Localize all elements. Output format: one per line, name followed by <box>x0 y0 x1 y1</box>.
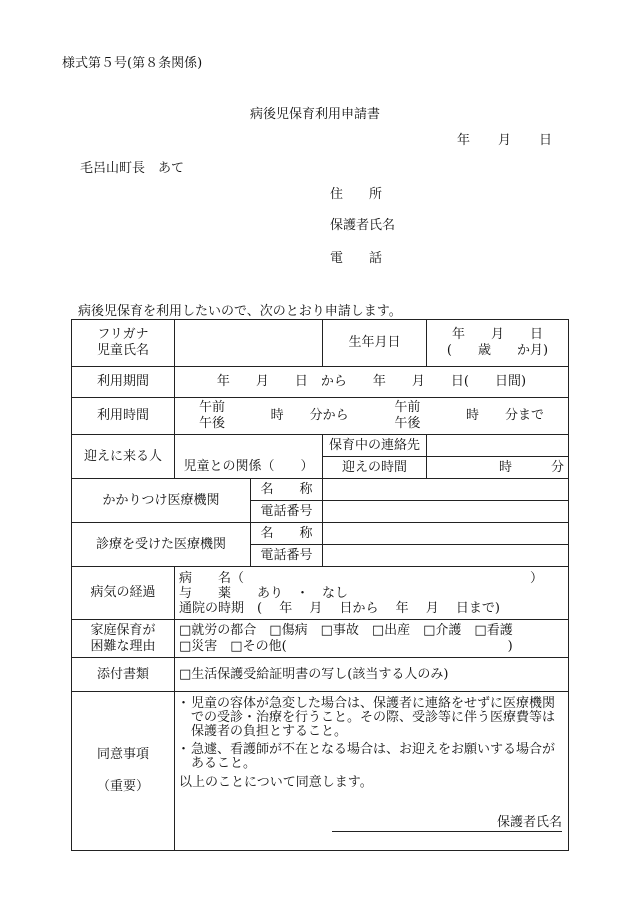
attach-value[interactable]: □生活保護受給証明書の写し(該当する人のみ) <box>175 658 569 692</box>
consent-item-1: ・ 児童の容体が急変した場合は、保護者に連絡をせずに医療機関での受診・治療を行うこと。その際、受診等に伴う医療費等は保護者の負担とすること。 <box>179 697 564 739</box>
consent-sub-label: （重要） <box>96 779 149 794</box>
application-table <box>71 319 569 851</box>
time-row <box>72 398 569 435</box>
pickup-row-1 <box>72 435 569 457</box>
contact-label: 保育中の連絡先 <box>323 435 427 457</box>
birthdate-value: 年 月 日 <box>451 327 543 342</box>
clinic-phone-field[interactable] <box>323 501 569 523</box>
age-value: ( 歳 か月) <box>446 343 549 358</box>
consent-row <box>72 692 569 851</box>
consent-list <box>179 697 564 771</box>
treated-clinic-label: 診療を受けた医療機関 <box>72 523 251 567</box>
treated-phone-label: 電話番号 <box>251 545 323 567</box>
period-value[interactable]: 年 月 日 から 年 月 日( 日間) <box>175 367 569 398</box>
clinic-phone-label: 電話番号 <box>251 501 323 523</box>
clinic-name-label: 名 称 <box>251 479 323 501</box>
pickup-label: 迎えに来る人 <box>72 435 175 479</box>
pm-label-2: 午後 <box>394 416 421 431</box>
period-label: 利用期間 <box>72 367 175 398</box>
date-day: 日 <box>539 133 553 148</box>
reason-options-2: □災害 □その他( ) <box>179 638 513 654</box>
reason-label-line-1: 家庭保育が <box>90 622 156 638</box>
application-date <box>457 129 552 148</box>
birthdate-label: 生年月日 <box>323 320 427 367</box>
applicant-phone-label: 電 話 <box>330 251 383 266</box>
reason-row <box>72 620 569 658</box>
addressee: 毛呂山町長 あて <box>80 161 185 176</box>
intro-text: 病後児保育を利用したいので、次のとおり申請します。 <box>78 304 402 319</box>
consent-field <box>175 692 569 851</box>
consent-agree: 以上のことについて同意します。 <box>179 775 373 790</box>
to-time: 時 分まで <box>465 408 544 423</box>
illness-row <box>72 567 569 620</box>
time-field[interactable] <box>175 398 569 435</box>
clinic-name-field[interactable] <box>323 479 569 501</box>
guardian-signature-field[interactable] <box>332 815 562 832</box>
document-title: 病後児保育利用申請書 <box>249 107 380 122</box>
pickup-time-value[interactable]: 時 分 <box>427 457 569 479</box>
form-number: 様式第５号(第８条関係) <box>62 56 203 71</box>
relation-label[interactable]: 児童との関係（ ） <box>175 435 323 479</box>
furigana-label: フリガナ <box>97 327 149 342</box>
applicant-name-label: 保護者氏名 <box>330 218 396 233</box>
birthdate-field[interactable] <box>427 320 569 367</box>
disease-line: 病 名（ ） <box>179 570 544 586</box>
treated-row-1 <box>72 523 569 545</box>
consent-label: 同意事項 <box>96 747 149 762</box>
treated-phone-field[interactable] <box>323 545 569 567</box>
reason-field[interactable] <box>175 620 569 658</box>
attach-label: 添付書類 <box>72 658 175 692</box>
child-name-field[interactable] <box>175 320 323 367</box>
child-name-label: 児童氏名 <box>96 343 149 358</box>
reason-label-line-2: 困難な理由 <box>90 638 156 654</box>
time-label: 利用時間 <box>72 398 175 435</box>
guardian-sign-label: 保護者氏名 <box>496 815 562 830</box>
child-name-header <box>72 320 175 367</box>
period-row <box>72 367 569 398</box>
treated-name-field[interactable] <box>323 523 569 545</box>
date-year: 年 <box>457 133 471 148</box>
attachment-row <box>72 658 569 692</box>
treated-name-label: 名 称 <box>251 523 323 545</box>
pm-label: 午後 <box>199 416 226 431</box>
illness-label: 病気の経過 <box>72 567 175 620</box>
medication-line: 与 薬 あり ・ なし <box>179 585 349 601</box>
illness-field[interactable] <box>175 567 569 620</box>
reason-label <box>72 620 175 658</box>
am-label-2: 午前 <box>394 400 421 415</box>
applicant-address-label: 住 所 <box>330 187 383 202</box>
consent-label-cell <box>72 692 175 851</box>
child-row <box>72 320 569 367</box>
clinic-row-1 <box>72 479 569 501</box>
visit-line: 通院の時期 ( 年 月 日から 年 月 日まで) <box>179 600 500 616</box>
reason-options-1: □就労の都合 □傷病 □事故 □出産 □介護 □看護 <box>179 622 513 638</box>
contact-field[interactable] <box>427 435 569 457</box>
clinic-label: かかりつけ医療機関 <box>72 479 251 523</box>
from-time: 時 分から <box>270 408 349 423</box>
consent-item-2: ・ 急遽、看護師が不在となる場合は、お迎えをお願いする場合があること。 <box>179 743 564 771</box>
am-label: 午前 <box>199 400 226 415</box>
pickup-time-label: 迎えの時間 <box>323 457 427 479</box>
date-month: 月 <box>498 133 512 148</box>
